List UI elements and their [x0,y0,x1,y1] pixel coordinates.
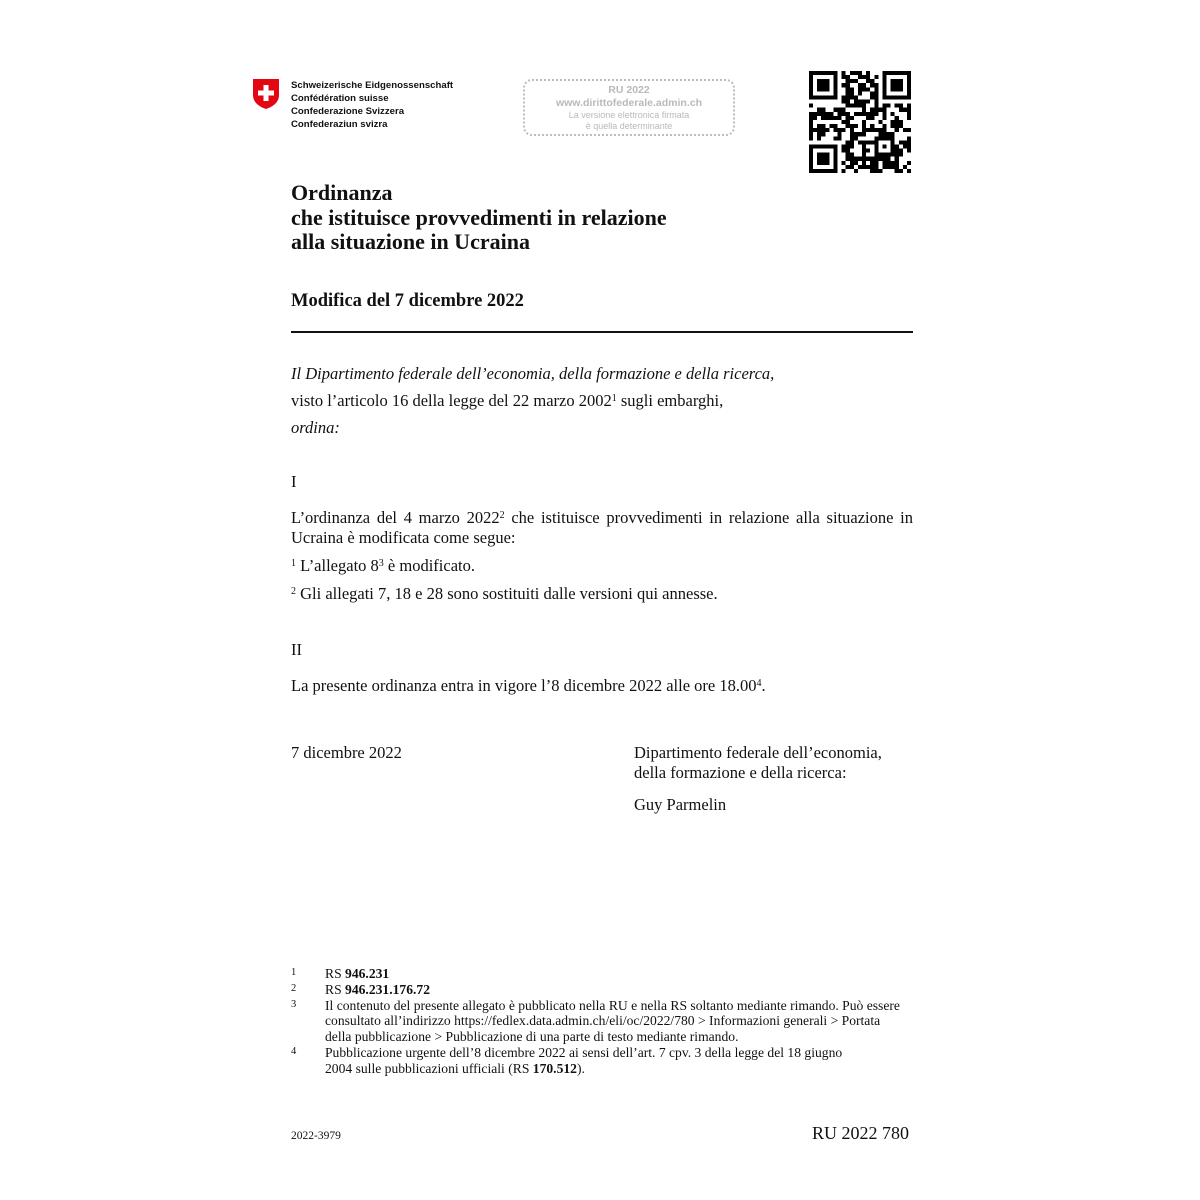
confederation-name-it: Confederazione Svizzera [291,106,405,117]
signature-block [634,743,914,815]
preamble-authority: Il Dipartimento federale dell’economia, della formazione e della ricerca, [291,364,775,383]
amendment-date: Modifica del 7 dicembre 2022 [291,291,524,311]
preamble [291,364,913,438]
signature-date: 7 dicembre 2022 [291,743,402,762]
footnote-ref-3: 3 [378,558,384,569]
title-line-3: alla situazione in Ucraina [291,229,530,254]
signature-department-1: Dipartimento federale dell’economia, [634,743,882,762]
title-line-2: che istituisce provvedimenti in relazione [291,204,667,230]
confederation-name-fr: Confédération suisse [291,93,389,104]
footnote-1: 1 RS 946.231 [291,966,390,981]
footnote-3: 3 Il contenuto del presente allegato è pubblicato nella RU e nella RS soltanto mediante rimando. Può essere consultato all’indirizzo https://fedlex.data.admin.ch/eli/oc/2022/780 > Informazioni generali > Portata della pubblicazione > Pubblicazione di una parte di testo mediante rimando. [291,997,900,1045]
footnote-4: 4 Pubblicazione urgente dell’8 dicembre 2022 ai sensi dell’art. 7 cpv. 3 della legge del 18 giugno 2004 sulle pubblicazioni ufficiali (RS 170.512). [291,1044,843,1076]
footnote-ref-4: 4 [756,678,762,689]
stamp-note-1: La versione elettronica firmata [568,110,690,120]
signature-name: Guy Parmelin [634,795,727,814]
section-heading-2: II [291,640,302,659]
swiss-cross-shield-icon [252,78,280,110]
section-1-paragraph-1: $^1$ L’allegato $8^3$ è modificato. [291,556,475,575]
footnote-ref-1: 1 [611,393,617,404]
preamble-decrees: ordina: [291,418,340,437]
section-1-intro: L’ordinanza del 4 marzo 2022$^2$ che istituisce provvedimenti in relazione alla situazione in Ucraina è modificata come segue: [291,508,913,547]
stamp-url: www.dirittofederale.admin.ch [555,97,703,109]
confederation-name-de: Schweizerische Eidgenossenschaft [291,80,454,91]
document-title [291,181,667,255]
footnotes [291,966,913,1077]
section-1-paragraph-2: $^2$ Gli allegati 7, 18 e 28 sono sostituiti dalle versioni qui annesse. [291,584,718,603]
confederation-names [291,79,453,131]
stamp-ru: RU 2022 [608,84,650,96]
confederation-name-rm: Confederaziun svizra [291,119,388,130]
signature-department-2: della formazione e della ricerca: [634,763,847,782]
footnote-ref-2: 2 [499,510,505,521]
document-number: 2022-3979 [291,1130,341,1142]
stamp-note-2: è quella determinante [585,121,673,131]
qr-code-icon [809,71,911,173]
footnote-2: 2 RS 946.231.176.72 [291,981,430,997]
section-2-text: La presente ordinanza entra in vigore l’8 dicembre 2022 alle ore 18.00$^4$. [291,676,766,695]
title-divider [291,331,913,333]
ru-reference: RU 2022 780 [811,1123,909,1143]
section-heading-1: I [291,472,297,491]
publication-stamp [523,79,735,136]
title-line-1: Ordinanza [291,180,393,205]
preamble-basis: visto l’articolo 16 della legge del 22 marzo 2002$^1$ sugli embarghi, [291,391,724,410]
